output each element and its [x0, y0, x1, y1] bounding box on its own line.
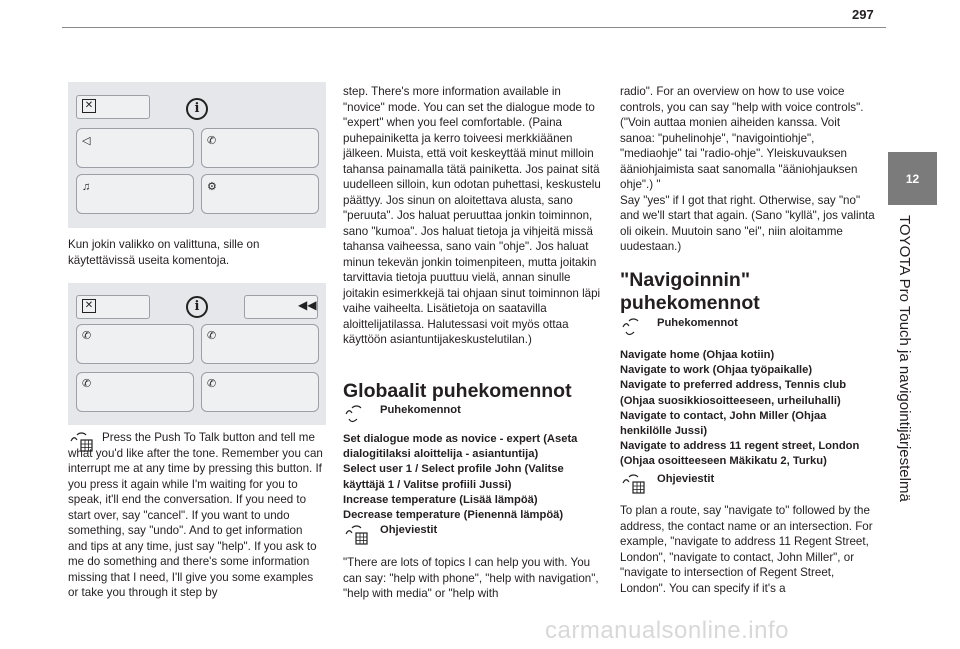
screen-2-button-1 [76, 324, 194, 364]
chapter-tab: 12 [888, 152, 937, 205]
navigation-commands-list: Navigate home (Ohjaa kotiin) Navigate to work (Ohjaa työpaikalle) Navigate to preferred address, Tennis club (Ohjaa suosikkiosoitteeseen, urheiluhalli) Navigate to contact, John Miller (Ohjaa henkilölle Jussi) Navigate to address 11 regent street, London (Ohjaa osoitteeseen Mäkikatu 2, Turku) [620, 349, 860, 468]
settings-icon: ⚙ [207, 181, 217, 193]
info-icon: i [186, 98, 208, 120]
box-x-icon: ✕ [82, 99, 96, 113]
help-messages-label: Ohjeviestit [380, 524, 438, 536]
screen-1-button-2 [201, 128, 319, 168]
commands-label: Puhekomennot [380, 404, 461, 416]
screen-1-caption: Kun jokin valikko on valittuna, sille on käytettävissä useita komentoja. [68, 238, 260, 267]
rewind-icon: ◀◀ [298, 298, 317, 312]
screen-1-button-1 [76, 128, 194, 168]
help-messages-label: Ohjeviestit [657, 473, 715, 485]
global-commands-list: Set dialogue mode as novice - expert (Aseta dialogitilaksi aloittelija - asiantuntija) Select user 1 / Select profile John (Valitse käyttäjä 1 / Valitse profiili Jussi) Increase temperature (Lisää lämpöä) Decrease temperature (Pienennä lämpöä) [343, 433, 578, 522]
box-x-icon: ✕ [82, 299, 96, 313]
side-title [893, 215, 913, 635]
navigation-commands-heading-1: "Navigoinnin" [620, 269, 751, 291]
col2-paragraph: step. There's more information available in "novice" mode. You can set the dialogue mode to "expert" when you feel comfortable. (Paina puhepainiketta ja kerro toiveesi merkkiäänen jälkeen. Muista, että voit keskeyttää minut milloin tahansa painamalla tätä painiketta. Jos painat sitä uudelleen silloin, kun odotan puhettasi, keskustelu päättyy. Jos sinun on aloitettava alusta, sano "peruuta". Jos haluat peruuttaa jonkin toiminnon, sano "kumoa". Jos haluat tietoja ja vihjeitä missä tahansa vaiheessa, sano vain "ohje". Jos haluat minun tekevän jonkin toimenpiteen, mutta joitakin tarvittavia tietoja puuttuu vielä, annan sinulle joitakin esimerkkejä tai ohjaan sinut toiminnon läpi vaihe vaiheelta. Lisätietoja on saatavilla aloittelijatilassa. Halutessasi voit myös ottaa käyttöön asiantuntijakeskustelutilan.) [343, 85, 601, 346]
voice-help-icon [620, 473, 646, 495]
screen-1-button-4 [201, 174, 319, 214]
voice-help-icon [343, 524, 369, 546]
phone-icon: ✆ [207, 135, 217, 147]
music-icon: ♫ [82, 181, 91, 193]
col3-paragraph: radio". For an overview on how to use voice controls, you can say "help with voice controls". ("Voin auttaa monien aiheiden kanssa. Voit sanoa: "puhelinohje", "navigointiohje", "mediaohje" tai "radio-ohje". Yleiskuvauksen ääniohjaimista saat sanomalla "ääniohjauksen ohje".) " Say "yes" if I got that right. Otherwise, say "no" and we'll start that again. (Sano "kyllä", jos valinta oli oikein. Muutoin sano "ei", niin aloitamme uudestaan.) [620, 85, 875, 253]
voice-commands-icon [343, 404, 369, 426]
phone-icon: ✆ [82, 330, 92, 342]
screen-2-button-2 [201, 324, 319, 364]
global-commands-heading: Globaalit puhekomennot [343, 380, 572, 402]
screen-2-button-4 [201, 372, 319, 412]
phone-icon: ✆ [82, 378, 92, 390]
phone-icon: ✆ [207, 378, 217, 390]
screen-2-button-3 [76, 372, 194, 412]
info-icon: i [186, 296, 208, 318]
global-help-text: "There are lots of topics I can help you with. You can say: "help with phone", "help with navigation", "help with media" or "help with [343, 556, 599, 600]
watermark: carmanualsonline.info [545, 617, 789, 644]
commands-label: Puhekomennot [657, 317, 738, 329]
col1-paragraph: Press the Push To Talk button and tell me what you'd like after the tone. Remember you can interrupt me at any time by pressing this button. If you press it again while I'm waiting for you to speak, it'll end the conversation. If you need to start over, say "cancel". If you want to undo something, say "undo". And to get information and tips at any time, just say "help". If you ask to me do something and there's some information missing that I need, I'll give you some examples or take you through it step by [68, 431, 323, 599]
menu-screen-1 [68, 82, 326, 228]
navigation-help-text: To plan a route, say "navigate to" followed by the address, the contact name or an intersection. For example, "navigate to address 11 Regent Street, London", "navigate to contact, John Miller", or "navigate to intersection of Regent Street, London". You can specify if it's a [620, 504, 873, 595]
menu-screen-2 [68, 283, 326, 425]
page-number: 297 [852, 7, 874, 22]
phone-icon: ✆ [207, 330, 217, 342]
voice-commands-icon [620, 317, 646, 339]
side-title-text: TOYOTA Pro Touch ja navigointijärjestelmä [896, 215, 913, 502]
navigation-icon: ◁ [82, 135, 91, 147]
navigation-commands-heading-2: puhekomennot [620, 292, 760, 314]
screen-1-button-3 [76, 174, 194, 214]
header-rule [62, 27, 886, 28]
